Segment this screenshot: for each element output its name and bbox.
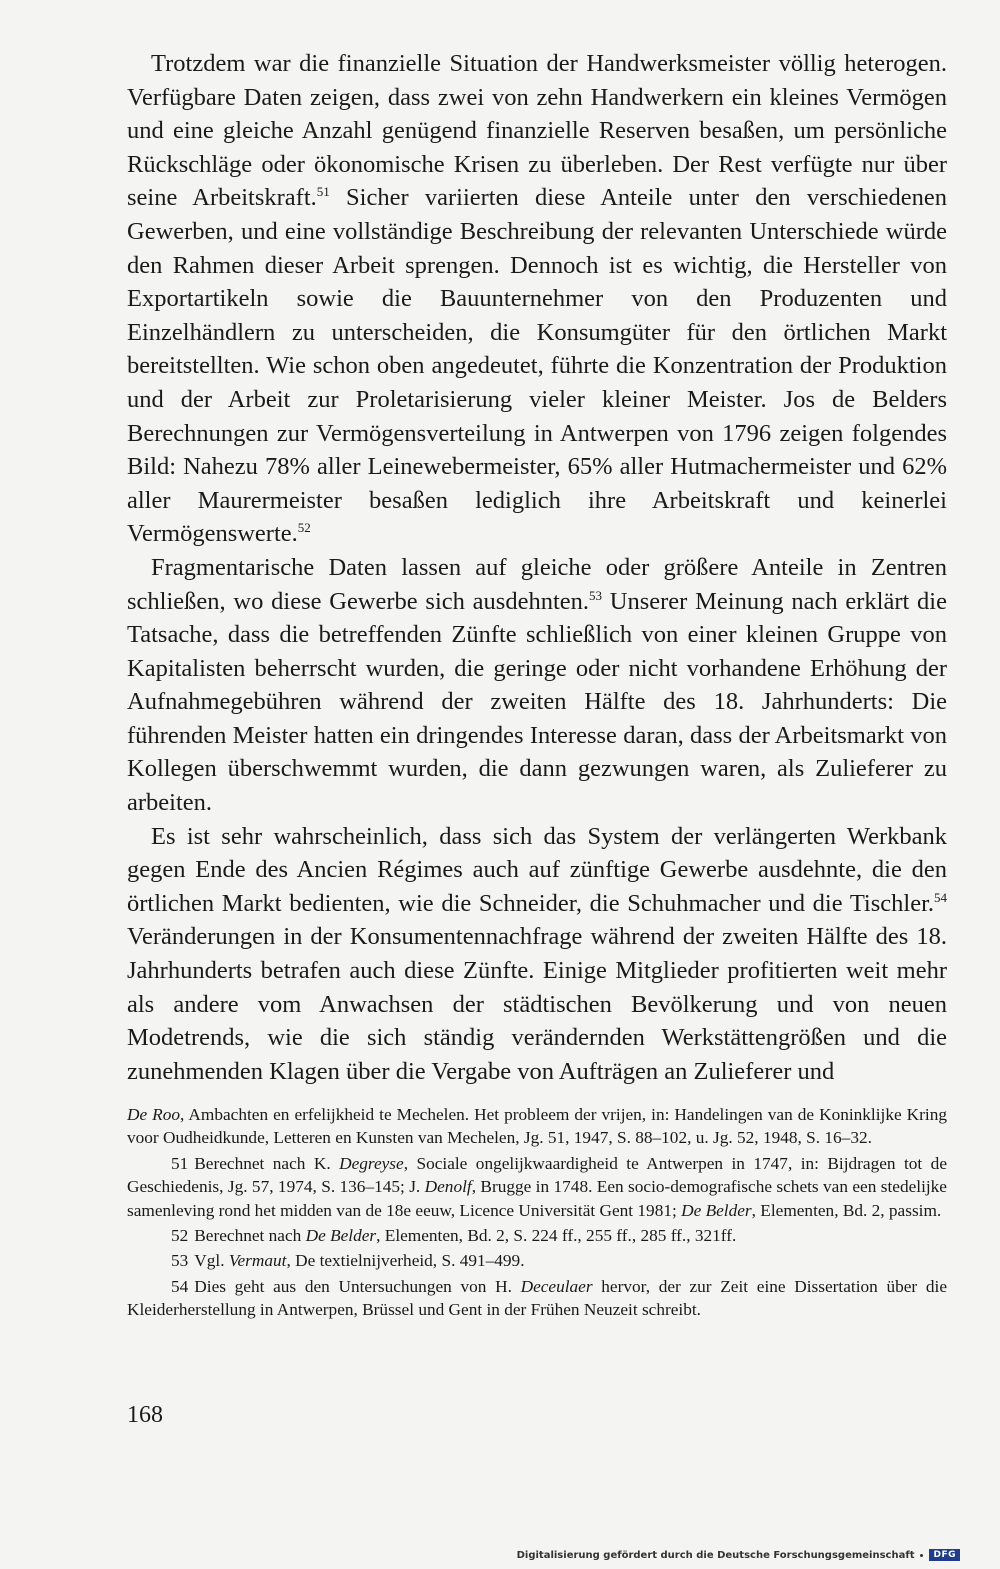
paragraph-3 [127, 820, 947, 1089]
digitization-notice [517, 1549, 960, 1561]
paragraph-3-part-b: Veränderungen in der Konsumentennachfrage während der zweiten Hälfte des 18. Jahrhunderts betrafen auch diese Zünfte. Einige Mitglieder profitierten weit mehr als andere vom Anwachsen der städtischen Bevölkerung und von neuen Modetrends, wie die sich ständig verändernden Werkstättengrößen und die zunehmenden Klagen über die Vergabe von Aufträgen an Zulieferer und [127, 923, 947, 1085]
footnote-number: 53 [171, 1251, 189, 1271]
footnote-ref-51[interactable]: 51 [316, 184, 330, 200]
footnote-author: De Roo [127, 1105, 181, 1124]
footnote-text: Vgl. [194, 1251, 229, 1271]
footnote-text: Berechnet nach K. [194, 1153, 340, 1173]
page-number: 168 [127, 1402, 163, 1428]
footnote-text: , Brugge in 1748. Een socio-demografische schets van een stedelijke samenleving rond het midden van de 18e eeuw, Licence Universität Gent 1981; [127, 1177, 947, 1220]
footnote-ref-54[interactable]: 54 [934, 889, 947, 905]
paragraph-2-part-a: Fragmentarische Daten lassen auf gleiche oder größere Anteile in Zentren schließen, wo diese Gewerbe sich ausdehnten. [127, 553, 947, 615]
paragraph-2 [127, 551, 947, 820]
footnote-ref-53[interactable]: 53 [589, 587, 603, 603]
footnote-author: De Belder [305, 1226, 377, 1246]
footnote-author: De Belder [681, 1200, 752, 1220]
footnote-author: Vermaut [228, 1251, 287, 1271]
paragraph-3-part-a: Es ist sehr wahrscheinlich, dass sich das System der verlängerten Werkbank gegen Ende des Ancien Régimes auch auf zünftige Gewerbe ausdehnte, die den örtlichen Markt bedienten, wie die Schneider, die Schuhmacher und die Tischler. [127, 822, 947, 917]
footnote-text: , Elementen, Bd. 2, passim. [751, 1200, 942, 1220]
main-text [127, 47, 947, 1088]
footnote-text: hervor, der zur Zeit eine Dissertation über die Kleiderherstellung in Antwerpen, Brüssel und Gent in der Frühen Neuzeit schreibt. [127, 1276, 948, 1320]
footnote-number: 51 [171, 1153, 189, 1173]
paragraph-1 [127, 47, 947, 551]
footnote-number: 52 [171, 1226, 189, 1246]
footnote-number: 54 [171, 1276, 189, 1296]
footnote-author: Degreyse [339, 1153, 404, 1173]
footnote-text: Dies geht aus den Untersuchungen von H. [194, 1276, 521, 1296]
digitization-text: Digitalisierung gefördert durch die Deutsche Forschungsgemeinschaft [516, 1549, 915, 1561]
paragraph-2-part-b: Unserer Meinung nach erklärt die Tatsache, dass die betreffenden Zünfte schließlich von einer kleinen Gruppe von Kapitalisten beherrscht wurden, die geringe oder nicht vorhandene Erhöhung der Aufnahmegebühren während der zweiten Hälfte des 18. Jahrhunderts: Die führenden Meister hatten ein dringendes Interesse daran, dass der Arbeitsmarkt von Kollegen überschwemmt wurden, die dann gezwungen waren, als Zulieferer zu arbeiten. [127, 587, 947, 817]
footnote-52 [127, 1224, 947, 1247]
footnote-51 [127, 1152, 947, 1222]
footnotes [127, 1103, 947, 1324]
footnote-text: , Elementen, Bd. 2, S. 224 ff., 255 ff., 285 ff., 321ff. [376, 1226, 737, 1246]
footnote-text: , Ambachten en erfelijkheid te Mechelen. Het probleem der vrijen, in: Handelingen van de Koninklijke Kring voor Oudheidkunde, Letteren en Kunsten van Mechelen, Jg. 51, 1947, S. 88–102, u. Jg. 52, 1948, S. 16–32. [127, 1105, 948, 1148]
paragraph-1-part-b: Sicher variierten diese Anteile unter den verschiedenen Gewerben, und eine vollständige Beschreibung der relevanten Unterschiede würde den Rahmen dieser Arbeit sprengen. Dennoch ist es wichtig, die Hersteller von Exportartikeln sowie die Bauunternehmer von den Produzenten und Einzelhändlern zu unterscheiden, die Konsumgüter für den örtlichen Markt bereitstellten. Wie schon oben angedeutet, führte die Konzentration der Produktion und der Arbeit zur Proletarisierung vieler kleiner Meister. Jos de Belders Berechnungen zur Vermögensverteilung in Antwerpen von 1796 zeigen folgendes Bild: Nahezu 78% aller Leinewebermeister, 65% aller Hutmachermeister und 62% aller Maurermeister besaßen lediglich ihre Arbeitskraft und keinerlei Vermögenswerte. [127, 184, 947, 548]
footnote-text: , Sociale ongelijkwaardigheid te Antwerpen in 1747, in: Bijdragen tot de Geschiedenis, Jg. 57, 1974, S. 136–145; J. [127, 1153, 947, 1197]
footnote-53 [127, 1249, 947, 1272]
separator-dot-icon [920, 1554, 923, 1557]
footnote-author: Denolf [424, 1177, 472, 1197]
footnote-54 [127, 1275, 947, 1322]
footnote-continuation [127, 1103, 947, 1150]
footnote-text: Berechnet nach [194, 1226, 306, 1246]
paragraph-1-part-a: Trotzdem war die finanzielle Situation der Handwerksmeister völlig heterogen. Verfügbare Daten zeigen, dass zwei von zehn Handwerkern ein kleines Vermögen und eine gleiche Anzahl genügend finanzielle Reserven besaßen, um persönliche Rückschläge oder ökonomische Krisen zu überleben. Der Rest verfügte nur über seine Arbeitskraft. [127, 50, 947, 212]
dfg-logo: DFG [929, 1549, 960, 1561]
footnote-text: , De textielnijverheid, S. 491–499. [286, 1251, 525, 1271]
footnote-author: Deceulaer [520, 1276, 593, 1296]
footnote-ref-52[interactable]: 52 [297, 520, 311, 536]
